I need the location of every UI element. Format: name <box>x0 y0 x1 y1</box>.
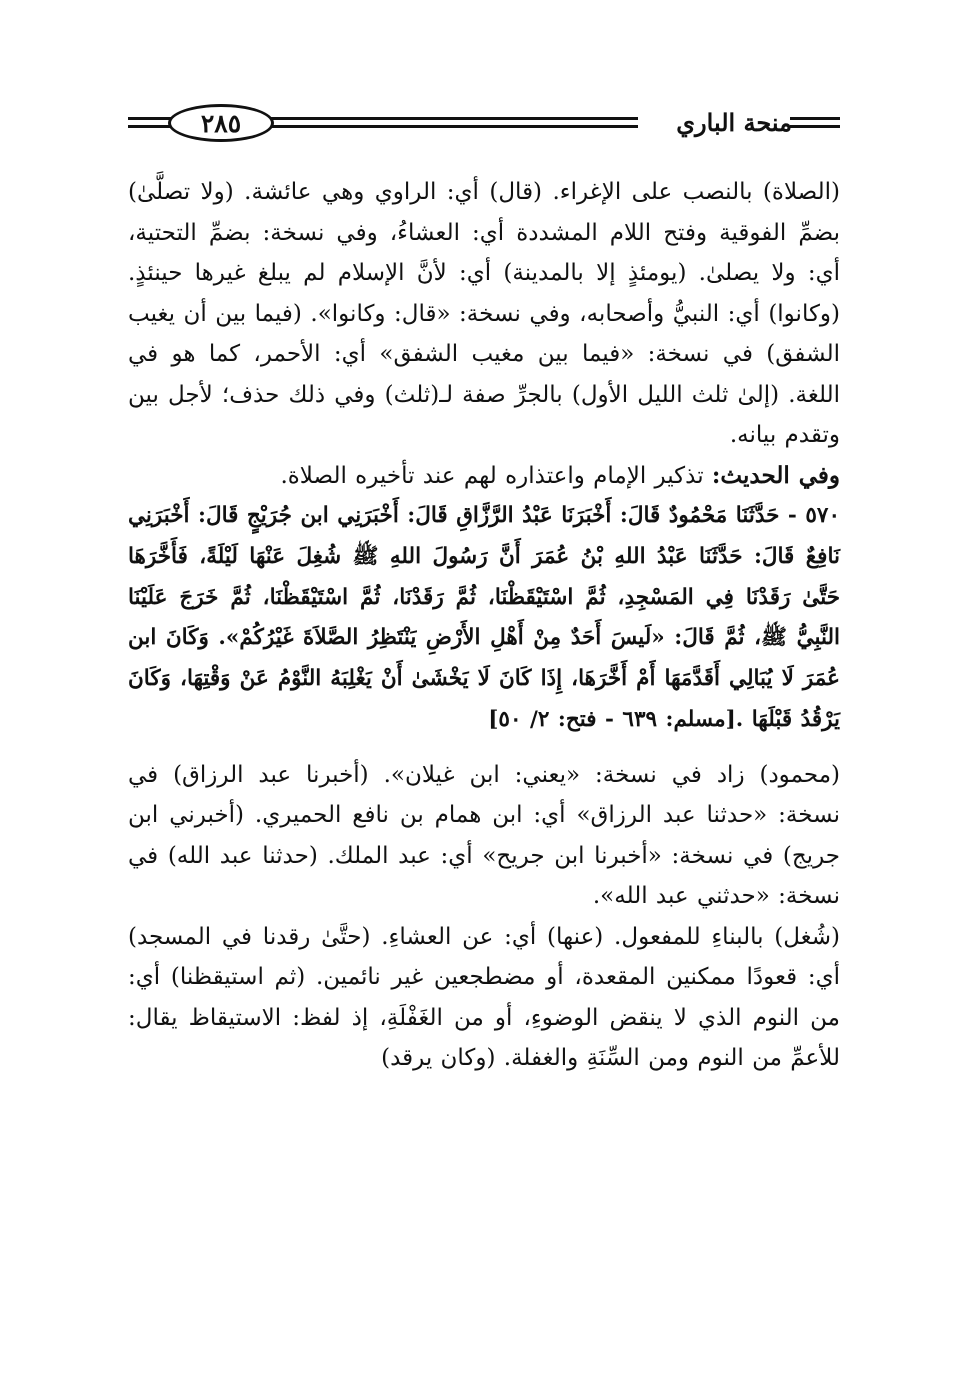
section-gap <box>128 741 840 755</box>
header-rule-right-top <box>790 117 840 120</box>
lesson-lead: وفي الحديث: <box>711 461 840 489</box>
page-body <box>128 172 840 1079</box>
page-number <box>168 104 274 142</box>
lesson-paragraph <box>128 456 840 497</box>
header-rule-middle-bottom <box>266 125 638 128</box>
book-title: منحة الباري <box>676 108 792 137</box>
commentary-paragraph: (الصلاة) بالنصب على الإغراء. (قال) أي: الراوي وهي عائشة. (ولا تصلَّىٰ) بضمِّ الفوقية وفتح اللام المشددة أي: العشاءُ، وفي نسخة: بضمِّ التحتية، أي: ولا يصلىٰ. (يومئذٍ إلا بالمدينة) أي: لأنَّ الإسلام لم يبلغ غيرها حينئذٍ. (وكانوا) أي: النبيُّ وأصحابه، وفي نسخة: «قال: وكانوا». (فيما بين أن يغيب الشفق) في نسخة: «فيما بين مغيب الشفق» أي: الأحمر، كما هو في اللغة. (إلىٰ ثلث الليل الأول) بالجرِّ صفة لـ(ثلث) وفي ذلك حذف؛ لأجل بين وتقدم بيانه. <box>128 179 840 448</box>
header-rule-right-bottom <box>790 125 840 128</box>
lesson-text: تذكير الإمام واعتذاره لهم عند تأخيره الصلاة. <box>280 462 712 489</box>
commentary-paragraph: (محمود) زاد في نسخة: «يعني: ابن غيلان». (أخبرنا عبد الرزاق) في نسخة: «حدثنا عبد الرزاق» أي: ابن همام بن نافع الحميري. (أخبرني ابن جريج) في نسخة: «أخبرنا ابن جريح» أي: عبد الملك. (حدثنا عبد الله) في نسخة: «حدثني عبد الله». <box>128 761 840 910</box>
page-number-text: ٢٨٥ <box>200 108 242 138</box>
page-header <box>128 98 840 146</box>
hadith-paragraph: ٥٧٠ - حَدَّثَنَا مَحْمُودٌ قَالَ: أَخْبَرَنَا عَبْدُ الرَّزَّاقِ قَالَ: أَخْبَرَنِي ابن جُرَيْجٍ قَالَ: أَخْبَرَنِي نَافِعٌ قَالَ: حَدَّثَنَا عَبْدُ اللهِ بْنُ عُمَرَ أَنَّ رَسُولَ اللهِ ﷺ شُغِلَ عَنْهَا لَيْلَةً، فَأَخَّرَهَا حَتَّىٰ رَقَدْنَا فِي المَسْجِدِ، ثُمَّ اسْتَيْقَظْنَا، ثُمَّ رَقَدْنَا، ثُمَّ اسْتَيْقَظْنَا، ثُمَّ خَرَجَ عَلَيْنَا النَّبِيُّ ﷺ، ثُمَّ قَالَ: «لَيسَ أَحَدٌ مِنْ أَهْلِ الأَرْضِ يَنْتَظِرُ الصَّلاَةَ غَيْرُكُمْ». وَكَانَ ابن عُمَرَ لَا يُبَالِي أَقَدَّمَهَا أَمْ أَخَّرَهَا، إِذَا كَانَ لَا يَخْشَىٰ أَنْ يَغْلِبَهُ النَّوْمُ عَنْ وَقْتِهَا، وَكَانَ يَرْقُدُ قَبْلَهَا .[مسلم: ٦٣٩ - فتح: ٢/ ٥٠] <box>128 503 840 732</box>
commentary-paragraph: (شُغل) بالبناءِ للمفعول. (عنها) أي: عن العشاءِ. (حتَّىٰ رقدنا في المسجد) أي: قعودًا ممكنين المقعدة، أو مضطجعين غير نائمين. (ثم استيقظنا) أي: من النوم الذي لا ينقض الوضوءِ، أو من الغَفْلَةِ، إذ لفظ: الاستيقاظ يقال: للأعمِّ من النوم ومن السِّنَةِ والغفلة. (وكان يرقد) <box>128 923 840 1072</box>
header-rule-middle-top <box>266 117 638 120</box>
